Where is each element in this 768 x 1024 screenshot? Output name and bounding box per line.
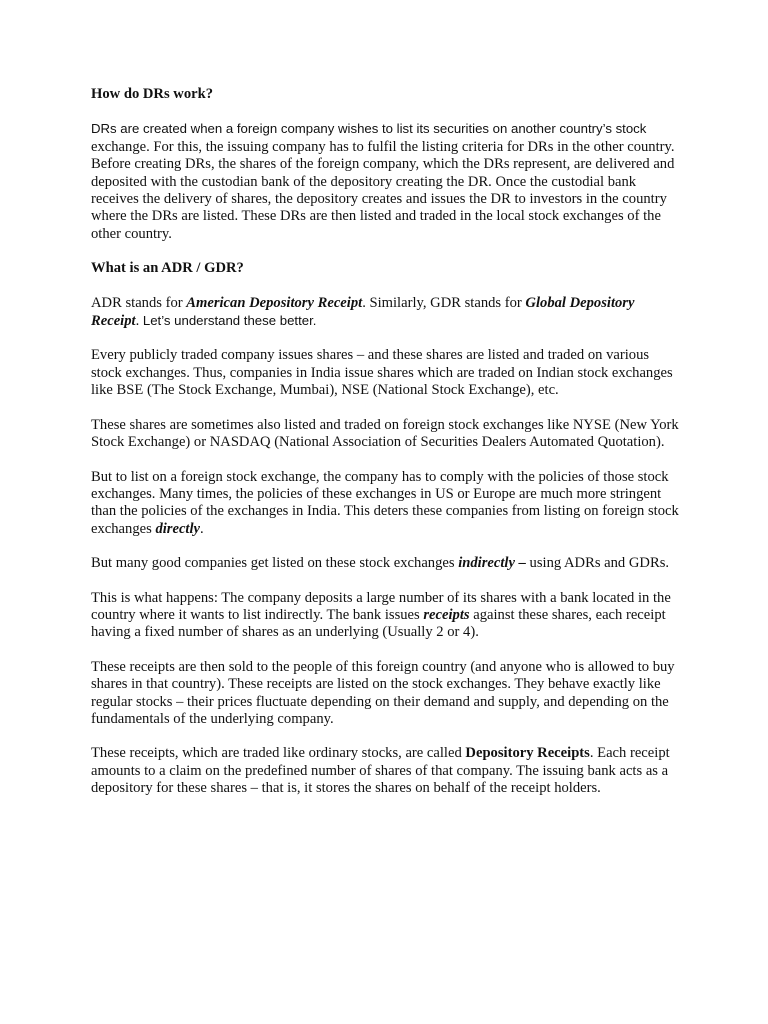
text-adr-stands-for: ADR stands for <box>91 294 187 311</box>
paragraph-receipts-sold: These receipts are then sold to the people of this foreign country (and anyone who is allowed to buy shares in that country). These receipts are listed on the stock exchanges. They behave exactly like regular stocks – their prices fluctuate depending on their demand and supply, and depending on the fundamentals of the underlying company. <box>91 658 675 727</box>
term-indirectly: indirectly – <box>458 555 526 572</box>
paragraph-what-happens <box>91 590 681 642</box>
term-global-depository-receipt: Global Depository Receipt <box>91 294 635 330</box>
text-listing-policies: But to list on a foreign stock exchange, the company has to comply with the policies of those stock exchanges. Many times, the policies of these exchanges in US or Europe are much more stringent than the policies of the exchanges in India. This deters these companies from listing on foreign stock exchanges <box>91 468 679 537</box>
paragraph-drs-creation-body: exchange. For this, the issuing company has to fulfil the listing criteria for DRs in the other country. Before creating DRs, the shares of the foreign company, which the DRs represent, are delivered and deposited with the custodian bank of the depository creating the DR. Once the custodial bank receives the delivery of shares, the depository creates and issues the DR to investors in the country where the DRs are listed. These DRs are then listed and traded in the local stock exchanges of the other country. <box>91 138 675 242</box>
text-period-2: . <box>200 520 204 537</box>
heading-what-is-adr-gdr: What is an ADR / GDR? <box>91 260 244 277</box>
paragraph-foreign-exchanges: These shares are sometimes also listed and traded on foreign stock exchanges like NYSE (New York Stock Exchange) or NASDAQ (National Association of Securities Dealers Automated Quotation). <box>91 416 679 451</box>
paragraph-adr-gdr-definition <box>91 295 681 331</box>
text-similarly: . Similarly, GDR stands for <box>362 294 526 311</box>
term-directly: directly <box>155 520 201 537</box>
term-depository-receipts: Depository Receipts <box>465 745 590 762</box>
paragraph-drs-creation-lead: DRs are created when a foreign company wishes to list its securities on another country’s stock <box>91 121 647 137</box>
paragraph-publicly-traded: Every publicly traded company issues shares – and these shares are listed and traded on various stock exchanges. Thus, companies in India issue shares which are traded on Indian stock exchanges like BSE (The Stock Exchange, Mumbai), NSE (National Stock Exchange), etc. <box>91 347 673 399</box>
text-against-shares: against these shares, each receipt having a fixed number of shares as an underlying (Usually 2 or 4). <box>91 606 666 641</box>
text-company-deposits: This is what happens: The company deposits a large number of its shares with a bank located in the country where it wants to list indirectly. The bank issues <box>91 589 671 623</box>
text-good-companies: But many good companies get listed on these stock exchanges <box>91 555 459 572</box>
term-receipts: receipts <box>423 606 470 623</box>
text-using-adrs: using ADRs and GDRs. <box>525 555 670 572</box>
text-receipts-traded: These receipts, which are traded like ordinary stocks, are called <box>91 745 466 762</box>
paragraph-listing-policies <box>91 469 681 539</box>
term-american-depository-receipt: American Depository Receipt <box>186 294 363 311</box>
document-page <box>91 86 681 815</box>
text-claim-on-shares: . Each receipt amounts to a claim on the predefined number of shares of that company. The issuing bank acts as a depository for these shares – that is, it stores the shares on behalf of the receipt holders. <box>91 745 670 797</box>
text-period: . <box>135 313 143 330</box>
paragraph-drs-creation <box>91 120 681 243</box>
heading-how-drs-work: How do DRs work? <box>91 86 214 102</box>
paragraph-listed-indirectly <box>91 555 681 572</box>
text-lets-understand: Let’s understand these better. <box>142 313 317 329</box>
paragraph-depository-receipts <box>91 745 681 797</box>
